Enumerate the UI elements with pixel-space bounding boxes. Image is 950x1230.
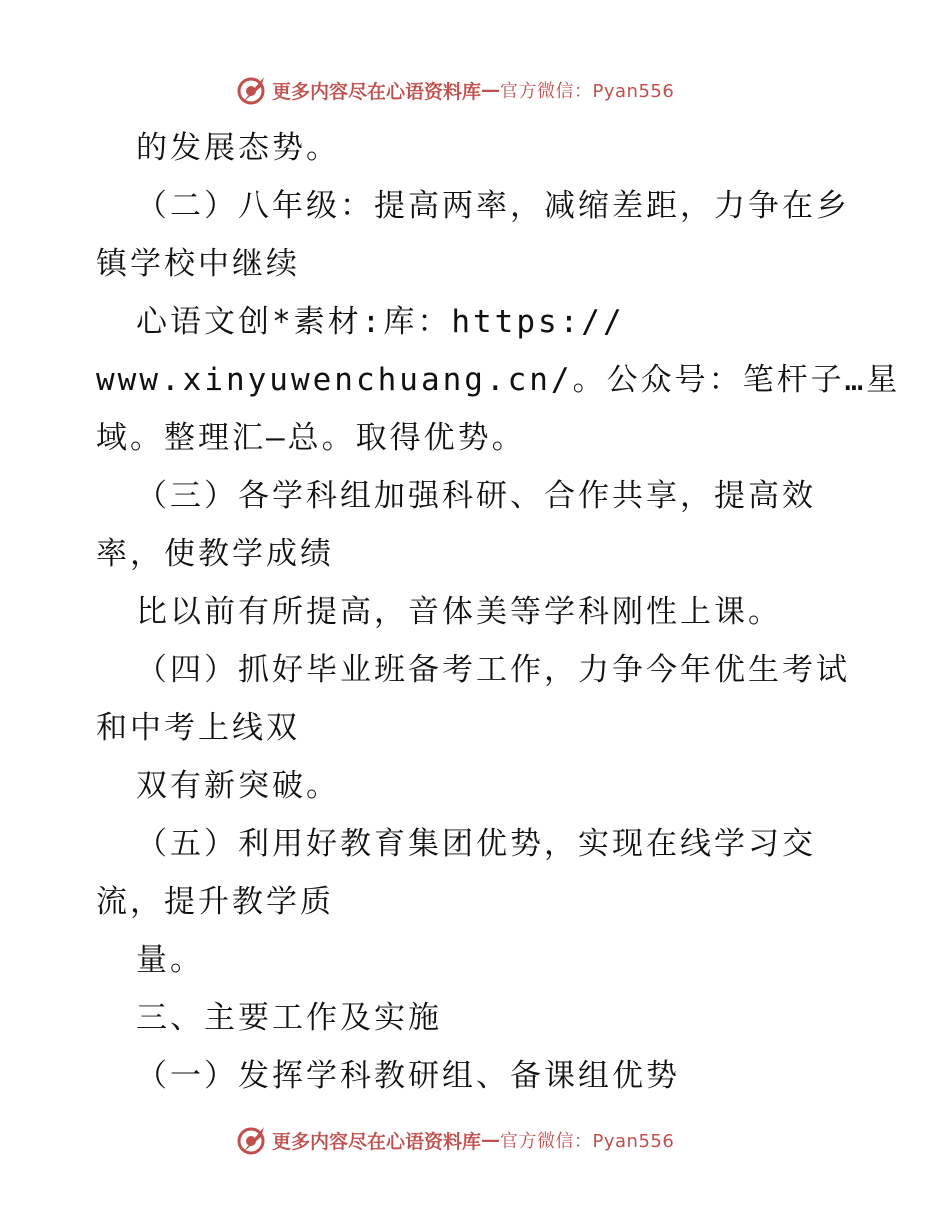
- paragraph-line: （三）各学科组加强科研、合作共享，提高效: [136, 478, 816, 514]
- paragraph-line: 域。整理汇—总。取得优势。: [96, 420, 526, 456]
- paragraph-line: 和中考上线双: [96, 710, 300, 746]
- paragraph-line: 流，提升教学质: [96, 884, 334, 920]
- paragraph-line: 比以前有所提高，音体美等学科刚性上课。: [136, 594, 782, 630]
- banner-contact-text: 官方微信：Pyan556: [500, 1131, 675, 1152]
- paragraph-line: 双有新突破。: [136, 768, 340, 804]
- paragraph-line: www.xinyuwenchuang.cn/。公众号：笔杆子…星: [96, 362, 901, 398]
- banner-main-text: 更多内容尽在心语资料库: [272, 80, 482, 103]
- paragraph-line: （二）八年级：提高两率，减缩差距，力争在乡: [136, 188, 850, 224]
- banner-dash: —: [481, 1129, 501, 1151]
- quill-pen-logo-icon: [234, 73, 268, 107]
- banner-main-text: 更多内容尽在心语资料库: [272, 1130, 482, 1153]
- document-body: [96, 126, 901, 1112]
- header-banner: [234, 72, 674, 108]
- paragraph-line: 率，使教学成绩: [96, 536, 334, 572]
- paragraph-line: 心语文创*素材:库：https://: [136, 304, 625, 340]
- paragraph-line: 的发展态势。: [136, 130, 340, 166]
- footer-banner: [234, 1122, 674, 1158]
- paragraph-line: 量。: [136, 942, 204, 978]
- paragraph-line: 镇学校中继续: [96, 246, 300, 282]
- section-heading: 三、主要工作及实施: [136, 1000, 442, 1036]
- banner-dash: —: [481, 79, 501, 101]
- paragraph-line: （五）利用好教育集团优势，实现在线学习交: [136, 826, 816, 862]
- banner-contact-text: 官方微信：Pyan556: [500, 81, 675, 102]
- paragraph-line: （一）发挥学科教研组、备课组优势: [136, 1058, 680, 1094]
- paragraph-line: （四）抓好毕业班备考工作，力争今年优生考试: [136, 652, 850, 688]
- quill-pen-logo-icon: [234, 1123, 268, 1157]
